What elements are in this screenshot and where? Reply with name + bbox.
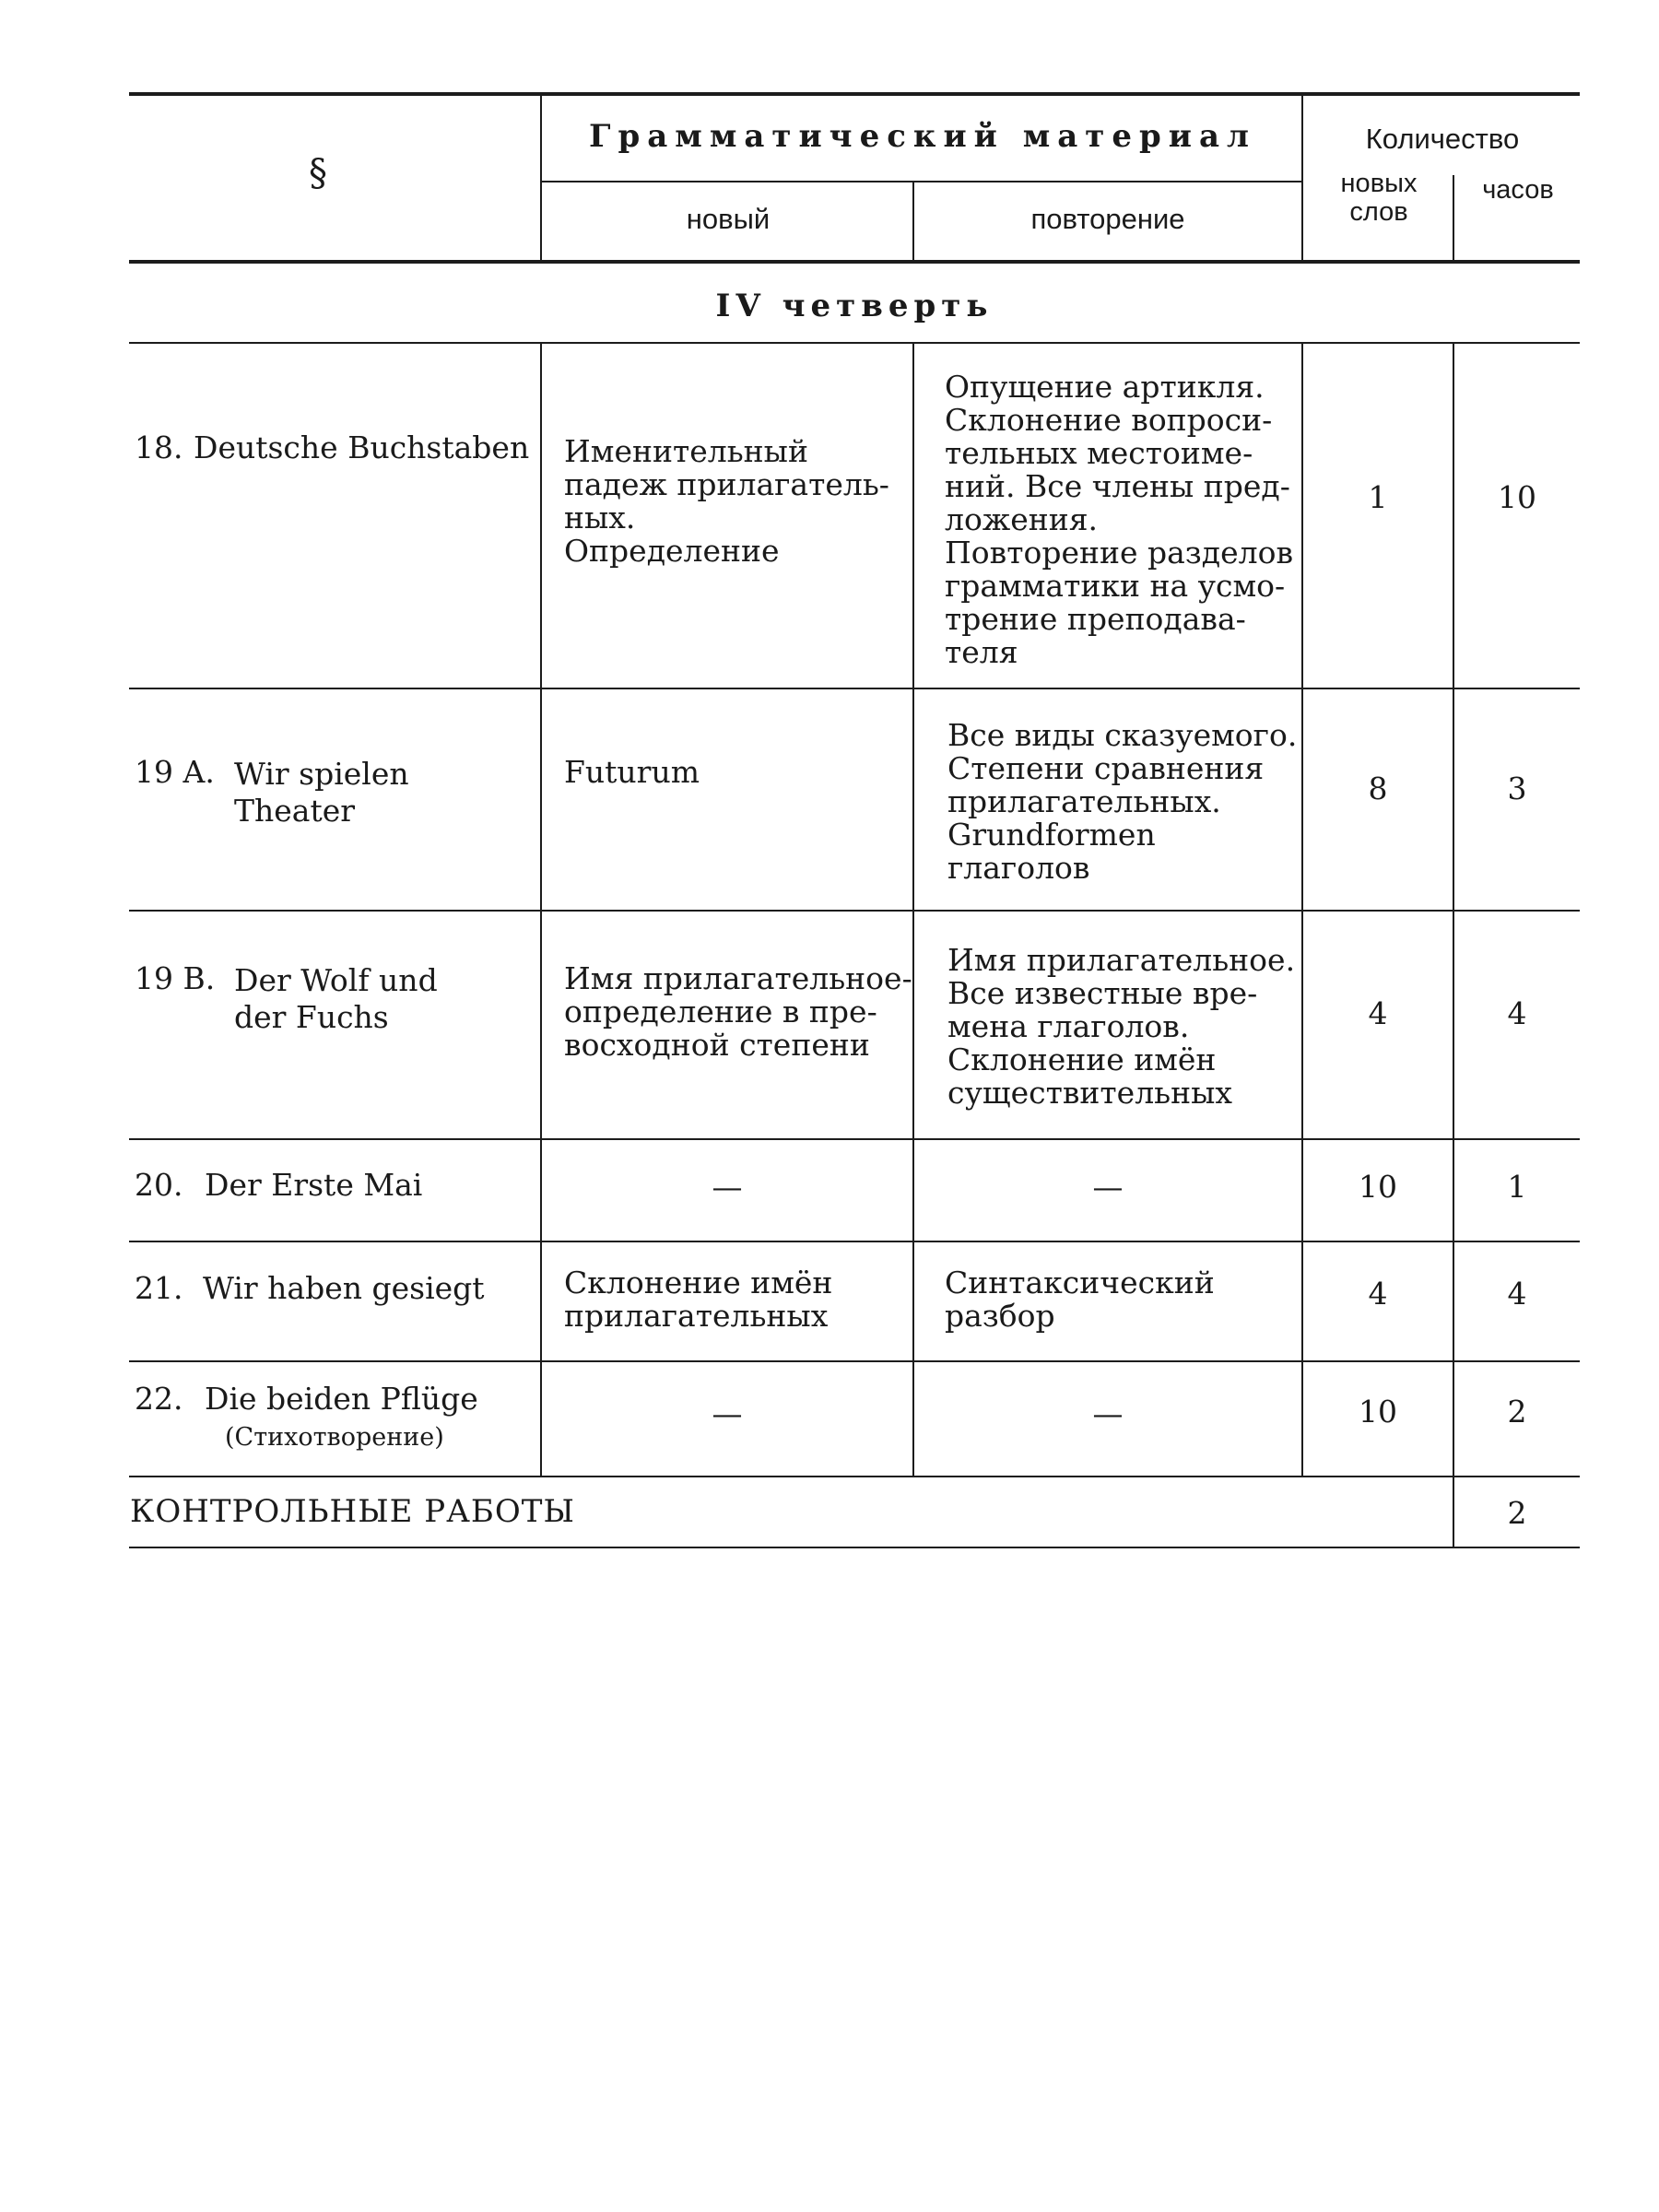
rule-grammar-sub	[541, 181, 1302, 182]
lesson-title: Die beiden Pflüge	[205, 1381, 478, 1417]
col-divider-hours	[1453, 342, 1454, 1547]
new-words-cell: 8	[1368, 771, 1388, 806]
hours-cell: 4	[1507, 1276, 1527, 1312]
hours-cell: 4	[1507, 995, 1527, 1031]
rule-row-21	[129, 1360, 1580, 1362]
grammar-repeat-cell: Все виды сказуемого. Степени сравнения прилагательных. Grundformen глаголов	[947, 717, 1298, 886]
hours-cell: 3	[1507, 771, 1527, 806]
grammar-material-heading: Грамматический материал	[589, 118, 1256, 155]
grammar-new-cell: Futurum	[564, 754, 700, 790]
lesson-title: Der Wolf und der Fuchs	[234, 962, 438, 1035]
grammar-repeat-cell: —	[1092, 1169, 1124, 1205]
grammar-new-cell: Склонение имён прилагательных	[564, 1265, 833, 1334]
grammar-repeat-cell: Имя прилагательное. Все известные вре- мена глаголов. Склонение имён существительных	[947, 942, 1296, 1111]
rule-top	[129, 92, 1580, 96]
col-divider-grammar-left	[540, 92, 542, 262]
col-divider-quantity	[1301, 92, 1303, 262]
row-number: 22.	[135, 1381, 183, 1417]
grammar-new-cell: Именительный падеж прилагатель- ных. Определение	[564, 433, 889, 569]
lesson-title: Der Erste Mai	[205, 1167, 423, 1203]
hours-heading: часов	[1482, 175, 1554, 205]
lesson-title: Deutsche Buchstaben	[194, 429, 530, 465]
new-words-heading: новых слов	[1340, 169, 1418, 227]
rule-quarter-bottom	[129, 342, 1580, 344]
rule-row-20	[129, 1241, 1580, 1242]
grammar-repeat-cell: Синтаксический разбор	[945, 1265, 1215, 1334]
quarter-heading: IV четверть	[715, 288, 994, 324]
new-words-cell: 10	[1359, 1394, 1397, 1430]
grammar-new-cell: —	[712, 1395, 743, 1431]
new-words-cell: 1	[1368, 479, 1388, 515]
new-words-cell: 4	[1368, 995, 1388, 1031]
grammar-repeat-heading: повторение	[1030, 203, 1185, 235]
quantity-heading: Количество	[1365, 123, 1520, 155]
rule-bottom	[129, 1547, 1580, 1548]
rule-row-18	[129, 688, 1580, 689]
lesson-title: Wir haben gesiegt	[203, 1270, 485, 1306]
row-number: 20.	[135, 1167, 183, 1203]
hours-cell: 10	[1498, 479, 1536, 515]
grammar-new-cell: —	[712, 1169, 743, 1205]
new-words-cell: 10	[1359, 1169, 1397, 1205]
col-divider-new-repeat	[912, 342, 914, 1477]
new-words-cell: 4	[1368, 1276, 1388, 1312]
row-number: 19 A.	[135, 754, 215, 790]
col-divider-grammar-left	[540, 342, 542, 1477]
grammar-repeat-cell: —	[1092, 1395, 1124, 1431]
control-works-hours: 2	[1507, 1495, 1527, 1531]
rule-row-19a	[129, 910, 1580, 912]
lesson-subtitle: (Стихотворение)	[225, 1423, 444, 1452]
control-works-label: КОНТРОЛЬНЫЕ РАБОТЫ	[130, 1493, 575, 1530]
lesson-title: Wir spielen Theater	[234, 756, 409, 829]
rule-header-bottom	[129, 260, 1580, 264]
row-number: 21.	[135, 1270, 183, 1306]
grammar-repeat-cell: Опущение артикля. Склонение вопроси- тельных местоиме- ний. Все члены пред- ложения. Повторение разделов грамматики на усмо- трение преподава- теля	[945, 369, 1294, 670]
hours-cell: 1	[1507, 1169, 1527, 1205]
hours-cell: 2	[1507, 1394, 1527, 1430]
row-number: 18.	[135, 429, 183, 465]
grammar-new-heading: новый	[686, 203, 771, 235]
row-number: 19 B.	[135, 960, 216, 996]
rule-row-22	[129, 1476, 1580, 1477]
grammar-new-cell: Имя прилагательное- определение в пре- восходной степени	[564, 960, 912, 1063]
rule-row-19b	[129, 1138, 1580, 1140]
section-sign: §	[309, 152, 327, 194]
col-divider-hours	[1453, 175, 1454, 262]
